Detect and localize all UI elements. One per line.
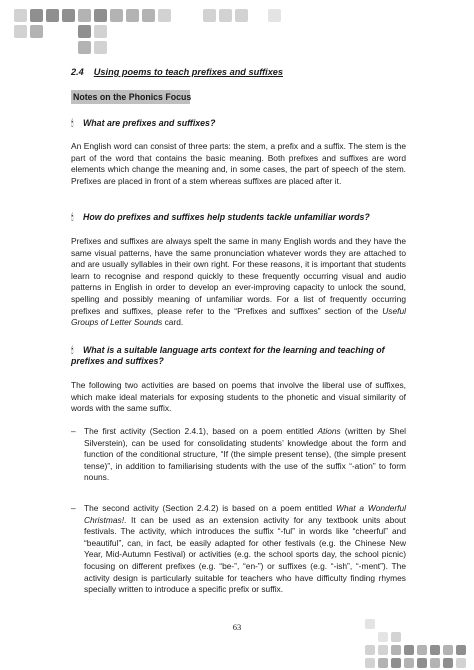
- deco-square: [430, 658, 440, 668]
- deco-square: [378, 632, 388, 642]
- question-heading: [71, 212, 409, 223]
- deco-square: [30, 9, 43, 22]
- candle-bullet-icon: 🕯: [71, 345, 74, 355]
- list-text: The second activity (Section 2.4.2) is based on a poem entitled: [84, 503, 336, 513]
- deco-square: [443, 658, 453, 668]
- paragraph-text: card.: [162, 317, 184, 328]
- deco-square: [417, 645, 427, 655]
- deco-square: [78, 9, 91, 22]
- list-item: [71, 503, 406, 596]
- deco-square: [219, 9, 232, 22]
- deco-square: [94, 9, 107, 22]
- dash-bullet: –: [71, 503, 76, 513]
- candle-bullet-icon: 🕯: [71, 212, 74, 222]
- deco-square: [404, 645, 414, 655]
- deco-square: [126, 9, 139, 22]
- poem-title: What a Wonderful Christmas!: [84, 503, 406, 525]
- deco-square: [110, 9, 123, 22]
- paragraph: The following two activities are based on poems that involve the liberal use of suffixes, which make ideal materials for exposing students to the phonetic and visual similarity of words with the same suffix.: [71, 380, 406, 414]
- deco-square: [391, 658, 401, 668]
- list-item-text: [84, 426, 406, 484]
- deco-square: [14, 9, 27, 22]
- question-text: What are prefixes and suffixes?: [83, 118, 216, 128]
- list-text: The first activity (Section 2.4.1), based on a poem entitled: [84, 426, 318, 436]
- list-item-text: [84, 503, 406, 596]
- card-title: Useful Groups of Letter Sounds: [71, 305, 406, 328]
- candle-bullet-icon: 🕯: [71, 118, 74, 128]
- deco-square: [14, 25, 27, 38]
- deco-square: [404, 658, 414, 668]
- page-number: 63: [232, 622, 242, 632]
- deco-square: [378, 658, 388, 668]
- deco-square: [391, 645, 401, 655]
- deco-square: [456, 645, 466, 655]
- deco-square: [365, 658, 375, 668]
- deco-square: [94, 41, 107, 54]
- deco-square: [365, 645, 375, 655]
- deco-square: [391, 632, 401, 642]
- deco-square: [378, 645, 388, 655]
- notes-title: Notes on the Phonics Focus: [73, 92, 192, 102]
- deco-square: [30, 25, 43, 38]
- paragraph-text: Prefixes and suffixes are always spelt the same in many English words and they have the same visual patterns, have the same pronunciation whatever words they are attached to and are usually syllables in their own right. For these reasons, it is important that students learn to recognise and respond quickly to these frequently occurring visual and audio patterns in English in order to develop an ever-improving capacity to unlock the sound, spelling and possibly meaning of unfamiliar words. For a list of frequently occurring prefixes and suffixes, please refer to the “Prefixes and suffixes” section of the: [71, 236, 406, 316]
- list-item: [71, 426, 406, 484]
- question-text: What is a suitable language arts context for the learning and teaching of prefixes and suffixes?: [71, 345, 385, 367]
- list-text: . It can be used as an extension activity for any textbook units about festivals. The activity, which introduces the suffix “-ful” in words like “cheerful” and “beautiful”, can, in fact, be easily adapted for other festivals (e.g. the Chinese New Year, Mid-Autumn Festival) or activities (e.g. the school sports day, the school picnic) focusing on different prefixes (e.g. “be-”, “en-”) or suffixes (e.g. “-ish”, “-ment”). The activity design is particularly suitable for teachers who have difficulty finding rhymes specially written to introduce a specific prefix or suffix.: [84, 514, 406, 595]
- deco-square: [78, 41, 91, 54]
- deco-square: [235, 9, 248, 22]
- deco-square: [78, 25, 91, 38]
- section-number: 2.4: [71, 67, 84, 77]
- deco-square: [417, 658, 427, 668]
- deco-square: [158, 9, 171, 22]
- list-text: (written by Shel Silverstein), can be used for consolidating students’ knowledge about the form and function of the conditional structure, “If (the simple present tense), (the simple present tense)”, in addition to familiarising students with the use of the suffix “-ation” to form nouns.: [84, 426, 407, 483]
- deco-square: [46, 9, 59, 22]
- section-title: Using poems to teach prefixes and suffixes: [93, 67, 284, 77]
- deco-square: [456, 658, 466, 668]
- question-heading: [71, 118, 409, 129]
- paragraph: [71, 236, 406, 329]
- question-text: How do prefixes and suffixes help students tackle unfamiliar words?: [83, 212, 370, 222]
- paragraph: An English word can consist of three parts: the stem, a prefix and a suffix. The stem is the part of the word that contains the basic meaning. Both prefixes and suffixes are word elements which change the meaning and, in some cases, the part of speech of the stem. Prefixes are placed in front of a stem whereas suffixes are placed after it.: [71, 141, 406, 186]
- poem-title: Ations: [317, 426, 341, 436]
- deco-square: [203, 9, 216, 22]
- dash-bullet: –: [71, 426, 76, 436]
- deco-square: [443, 645, 453, 655]
- question-heading: [71, 345, 409, 367]
- deco-square: [94, 25, 107, 38]
- deco-square: [142, 9, 155, 22]
- deco-square: [62, 9, 75, 22]
- deco-square: [268, 9, 281, 22]
- deco-square: [430, 645, 440, 655]
- section-heading: [71, 66, 405, 78]
